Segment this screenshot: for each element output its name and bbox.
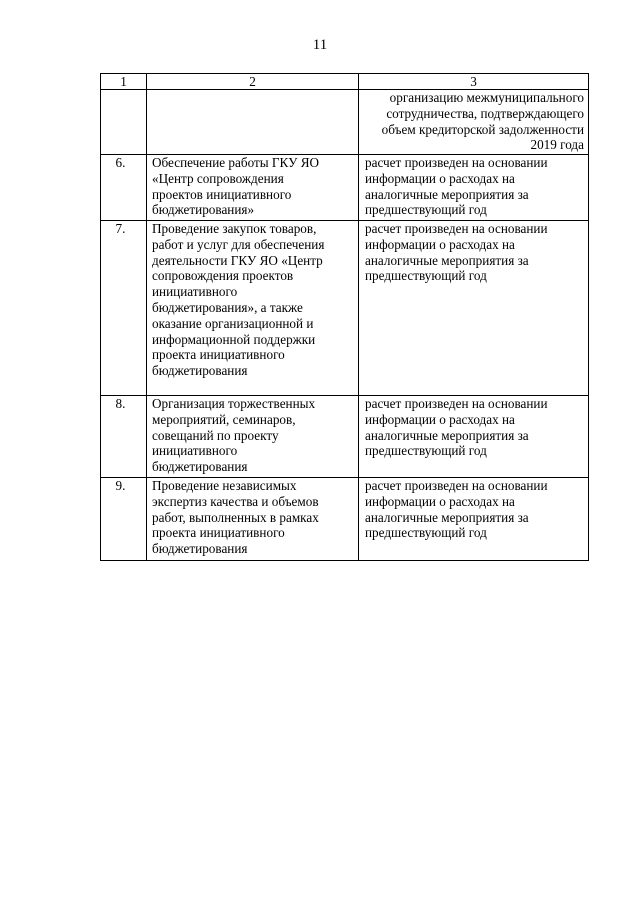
table-row [101, 396, 589, 478]
row-basis: организацию межмуниципального сотрудничества, подтверждающего объем кредиторской задолженности 2019 года [359, 90, 589, 155]
table-header-row [101, 74, 589, 90]
row-basis: расчет произведен на основании информации о расходах на аналогичные мероприятия за предшествующий год [359, 478, 589, 561]
row-name: Проведение независимых экспертиз качества и объемов работ, выполненных в рамках проекта инициативного бюджетирования [147, 478, 359, 561]
column-header-2: 2 [147, 74, 359, 90]
expenses-table [100, 73, 589, 561]
row-name: Обеспечение работы ГКУ ЯО «Центр сопровождения проектов инициативного бюджетирования» [147, 155, 359, 221]
row-name: Проведение закупок товаров, работ и услуг для обеспечения деятельности ГКУ ЯО «Центр сопровождения проектов инициативного бюджетирования», а также оказание организационной и информационной поддержки проекта инициативного бюджетирования [147, 221, 359, 396]
row-number: 8. [101, 396, 147, 478]
row-basis: расчет произведен на основании информации о расходах на аналогичные мероприятия за предшествующий год [359, 396, 589, 478]
row-number [101, 90, 147, 155]
row-name [147, 90, 359, 155]
page-number: 11 [312, 37, 328, 53]
row-number: 9. [101, 478, 147, 561]
row-name: Организация торжественных мероприятий, семинаров, совещаний по проекту инициативного бюджетирования [147, 396, 359, 478]
column-header-3: 3 [359, 74, 589, 90]
column-header-1: 1 [101, 74, 147, 90]
table-row [101, 90, 589, 155]
table-row [101, 221, 589, 396]
table-row [101, 478, 589, 561]
row-number: 6. [101, 155, 147, 221]
table-row [101, 155, 589, 221]
row-basis: расчет произведен на основании информации о расходах на аналогичные мероприятия за предшествующий год [359, 155, 589, 221]
row-number: 7. [101, 221, 147, 396]
row-basis: расчет произведен на основании информации о расходах на аналогичные мероприятия за предшествующий год [359, 221, 589, 396]
